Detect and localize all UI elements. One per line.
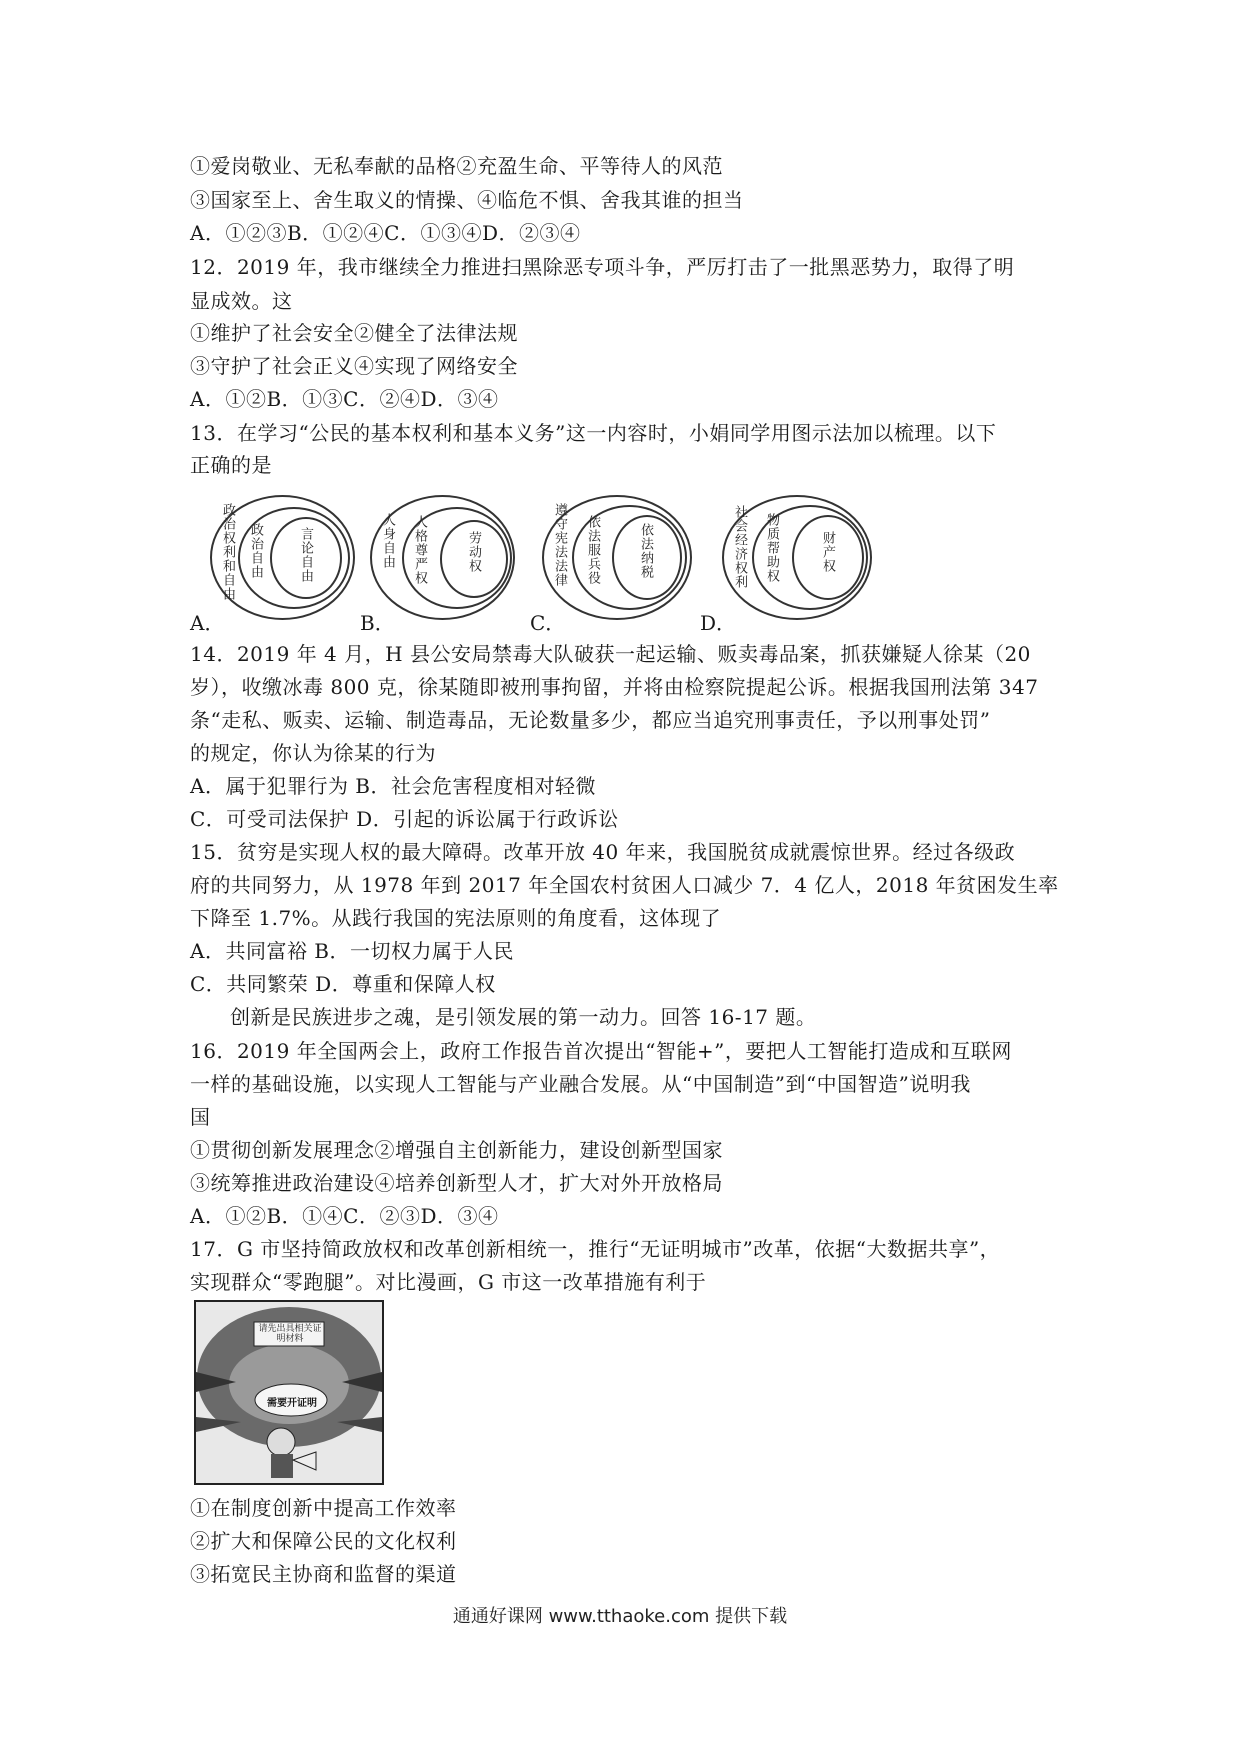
question-16-cont: 一样的基础设施，以实现人工智能与产业融合发展。从“中国制造”到“中国智造”说明我 [190, 1072, 971, 1096]
question-14: 14．2019 年 4 月，H 县公安局禁毒大队破获一起运输、贩卖毒品案，抓获嫌疑人徐某（20 [190, 642, 1031, 666]
diagram-c [530, 495, 700, 635]
option-line: ①贯彻创新发展理念②增强自主创新能力，建设创新型国家 [190, 1138, 723, 1162]
inner-label: 劳动权 [466, 531, 481, 573]
inner-label: 财产权 [820, 531, 835, 573]
option-label: B． [360, 611, 395, 635]
question-15-cont: 下降至 1.7%。从践行我国的宪法原则的角度看，这体现了 [190, 906, 722, 930]
answer-choices: C．共同繁荣 D．尊重和保障人权 [190, 972, 496, 996]
diagram-a [190, 495, 360, 635]
answer-choices: A．共同富裕 B．一切权力属于人民 [190, 939, 514, 963]
section-intro: 创新是民族进步之魂，是引领发展的第一动力。回答 16-17 题。 [230, 1005, 817, 1029]
comic-speech-text: 需要开证明 [267, 1398, 317, 1409]
outer-label: 遵守宪法法律 [552, 503, 567, 587]
question-17-cont: 实现群众“零跑腿”。对比漫画，G 市这一改革措施有利于 [190, 1270, 707, 1294]
inner-label: 言论自由 [298, 527, 313, 583]
question-16: 16．2019 年全国两会上，政府工作报告首次提出“智能+”，要把人工智能打造成和互联网 [190, 1039, 1012, 1063]
question-16-cont: 国 [190, 1105, 211, 1129]
question-14-cont: 条“走私、贩卖、运输、制造毒品，无论数量多少，都应当追究刑事责任，予以刑事处罚” [190, 708, 991, 732]
option-line: ①爱岗敬业、无私奉献的品格②充盈生命、平等待人的风范 [190, 154, 723, 178]
answer-choices: A．①②B．①④C．②③D．③④ [190, 1204, 499, 1228]
outer-label: 人身自由 [380, 513, 395, 569]
question-12-cont: 显成效。这 [190, 289, 293, 313]
question-13: 13．在学习“公民的基本权利和基本义务”这一内容时，小娟同学用图示法加以梳理。以下 [190, 421, 997, 445]
comic-banner-text: 请先出具相关证明材料 [258, 1324, 322, 1344]
diagram-b [360, 495, 530, 635]
question-13-cont: 正确的是 [190, 453, 272, 477]
option-line: ③统筹推进政治建设④培养创新型人才，扩大对外开放格局 [190, 1171, 723, 1195]
option-line: ①在制度创新中提高工作效率 [190, 1496, 457, 1520]
venn-diagram-row [190, 495, 890, 635]
question-17: 17．G 市坚持简政放权和改革创新相统一，推行“无证明城市”改革，依据“大数据共享”， [190, 1237, 1001, 1261]
option-line: ①维护了社会安全②健全了法律法规 [190, 321, 518, 345]
outer-label: 社会经济权利 [732, 505, 747, 589]
inner-label: 依法纳税 [638, 523, 653, 579]
answer-choices: A．①②③B．①②④C．①③④D．②③④ [190, 221, 581, 245]
option-line: ③拓宽民主协商和监督的渠道 [190, 1562, 457, 1586]
diagram-d [700, 495, 880, 635]
question-12: 12．2019 年，我市继续全力推进扫黑除恶专项斗争，严厉打击了一批黑恶势力，取得了明 [190, 255, 1015, 279]
answer-choices: C．可受司法保护 D．引起的诉讼属于行政诉讼 [190, 807, 619, 831]
answer-choices: A．属于犯罪行为 B．社会危害程度相对轻微 [190, 774, 596, 798]
option-line: ②扩大和保障公民的文化权利 [190, 1529, 457, 1553]
option-line: ③国家至上、舍生取义的情操、④临危不惧、舍我其谁的担当 [190, 188, 744, 212]
answer-choices: A．①②B．①③C．②④D．③④ [190, 387, 499, 411]
page-footer: 通通好课网 www.tthaoke.com 提供下载 [452, 1606, 788, 1627]
option-label: A． [190, 611, 225, 635]
option-line: ③守护了社会正义④实现了网络安全 [190, 354, 518, 378]
middle-label: 人格尊严权 [412, 515, 427, 585]
question-15-cont: 府的共同努力，从 1978 年到 2017 年全国农村贫困人口减少 7．4 亿人，2018 年贫困发生率 [190, 873, 1059, 897]
option-label: C． [530, 611, 566, 635]
middle-label: 政治自由 [248, 523, 263, 579]
comic-illustration [194, 1300, 384, 1485]
question-14-cont: 岁），收缴冰毒 800 克，徐某随即被刑事拘留，并将由检察院提起公诉。根据我国刑法第 347 [190, 675, 1039, 699]
option-label: D． [700, 611, 737, 635]
outer-label: 政治权利和自由 [220, 503, 235, 601]
middle-label: 物质帮助权 [764, 513, 779, 583]
question-14-cont: 的规定，你认为徐某的行为 [190, 741, 436, 765]
middle-label: 依法服兵役 [585, 515, 600, 585]
question-15: 15．贫穷是实现人权的最大障碍。改革开放 40 年来，我国脱贫成就震惊世界。经过各级政 [190, 840, 1016, 864]
